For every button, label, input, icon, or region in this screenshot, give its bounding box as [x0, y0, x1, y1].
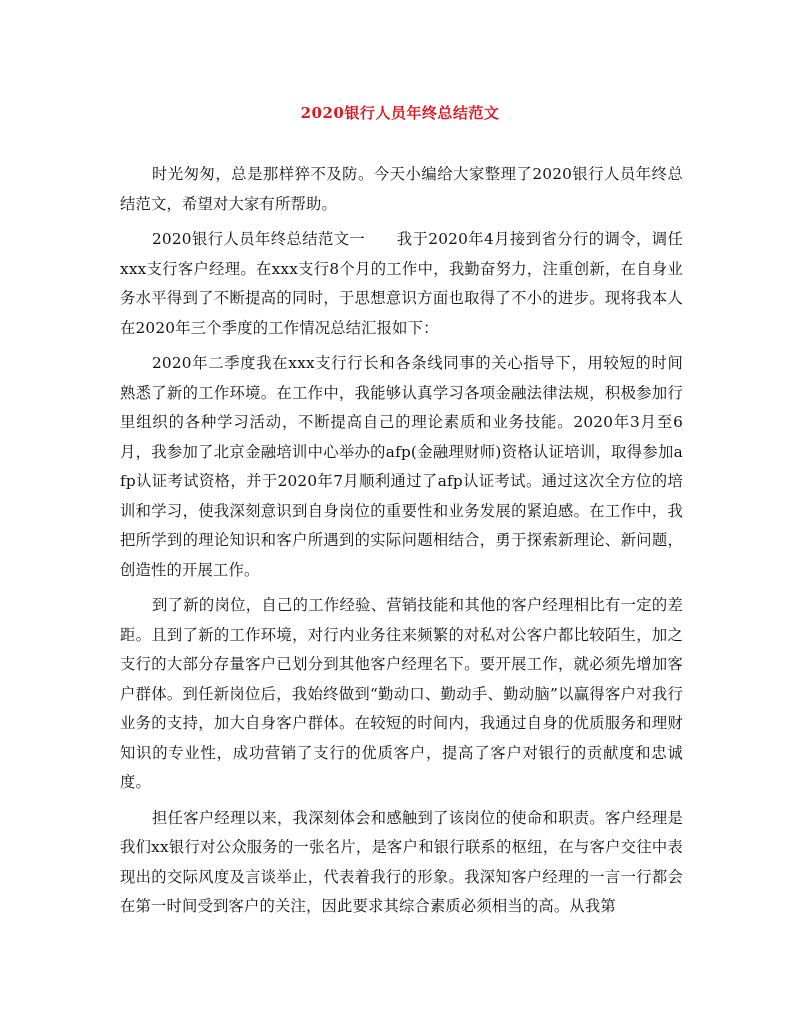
paragraph-4: 担任客户经理以来，我深刻体会和感触到了该岗位的使命和职责。客户经理是我们xx银行对公众服务的一张名片，是客户和银行联系的枢纽，在与客户交往中表现出的交际风度及言谈举止，代表着我行的形象。我深知客户经理的一言一行都会在第一时间受到客户的关注，因此要求其综合素质必须相当的高。从我第	[120, 808, 683, 915]
document-body	[120, 160, 683, 928]
paragraph-1: 2020银行人员年终总结范文一 我于2020年4月接到省分行的调令，调任xxx支行客户经理。在xxx支行8个月的工作中，我勤奋努力，注重创新，在自身业务水平得到了不断提高的同时，于思想意识方面也取得了不小的进步。现将我本人在2020年三个季度的工作情况总结汇报如下：	[120, 230, 683, 337]
paragraph-3: 到了新的岗位，自己的工作经验、营销技能和其他的客户经理相比有一定的差距。且到了新的工作环境，对行内业务往来频繁的对私对公客户都比较陌生，加之支行的大部分存量客户已划分到其他客户经理名下。要开展工作，就必须先增加客户群体。到任新岗位后，我始终做到“勤动口、勤动手、勤动脑”以赢得客户对我行业务的支持，加大自身客户群体。在较短的时间内，我通过自身的优质服务和理财知识的专业性，成功营销了支行的优质客户，提高了客户对银行的贡献度和忠诚度。	[120, 596, 683, 791]
paragraph-intro: 时光匆匆，总是那样猝不及防。今天小编给大家整理了2020银行人员年终总结范文，希望对大家有所帮助。	[120, 165, 683, 213]
paragraph-2: 2020年二季度我在xxx支行行长和各条线同事的关心指导下，用较短的时间熟悉了新的工作环境。在工作中，我能够认真学习各项金融法律法规，积极参加行里组织的各种学习活动，不断提高自己的理论素质和业务技能。2020年3月至6月，我参加了北京金融培训中心举办的afp(金融理财师)资格认证培训，取得参加afp认证考试资格，并于2020年7月顺利通过了afp认证考试。通过这次全方位的培训和学习，使我深刻意识到自身岗位的重要性和业务发展的紧迫感。在工作中，我把所学到的理论知识和客户所遇到的实际问题相结合，勇于探索新理论、新问题，创造性的开展工作。	[120, 354, 683, 579]
document-title: 2020银行人员年终总结范文	[300, 104, 500, 122]
